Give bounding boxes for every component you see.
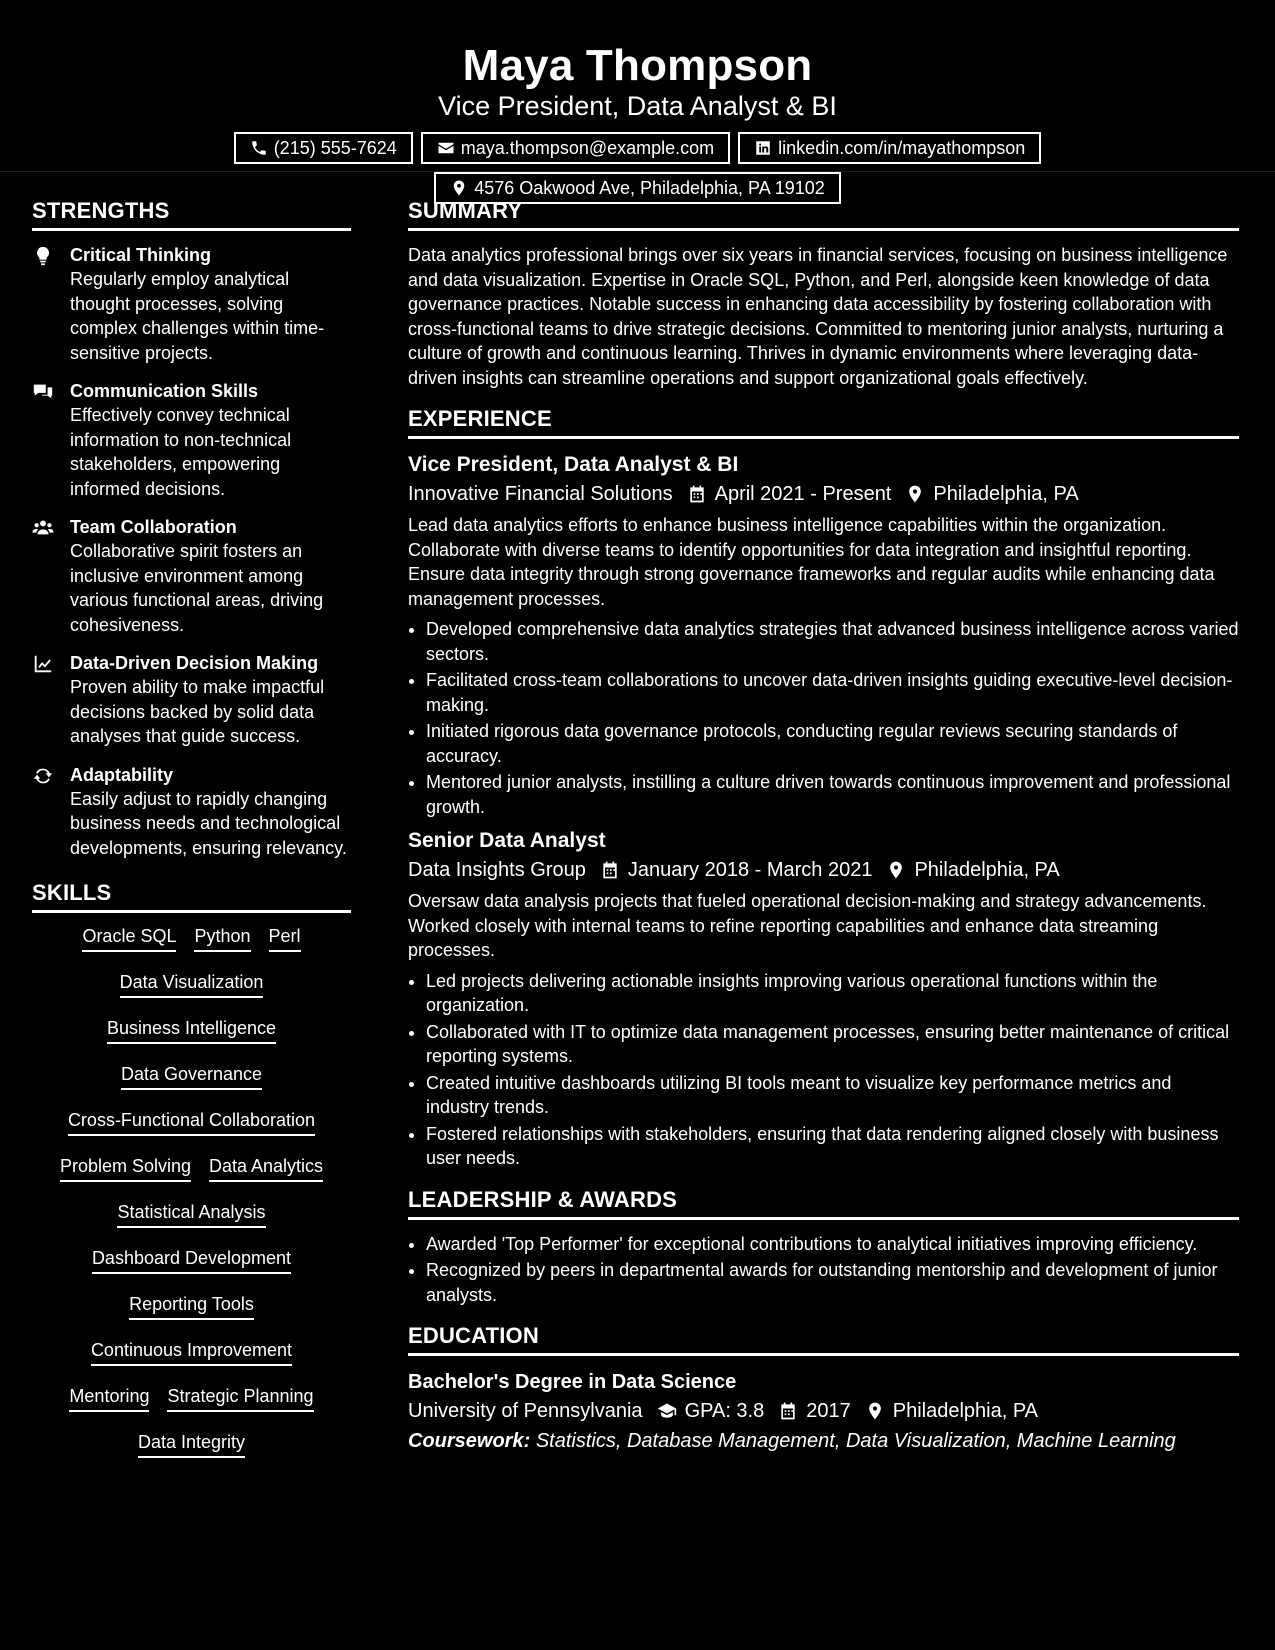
gpa-text: GPA: 3.8	[684, 1400, 765, 1422]
strength-desc: Easily adjust to rapidly changing business needs and technological developments, ensuring relevancy.	[70, 788, 347, 858]
job-bullet: • Created intuitive dashboards utilizing BI tools meant to visualize key performance metrics and industry trends.	[426, 1071, 1239, 1120]
strength-title: Communication Skills	[70, 381, 259, 401]
summary-text: Data analytics professional brings over six years in financial services, focusing on business intelligence and data visualization. Expertise in Oracle SQL, Python, and Perl, alongside keen knowledge of data governance practices. Notable success in enhancing data accessibility by fostering collaboration with cross-functional teams to drive strategic decisions. Committed to mentoring junior analysts, nurturing a culture of growth and continuous learning. Thrives in dynamic environments where leveraging data-driven insights can streamline operations and support organizational goals effectively.	[408, 245, 1228, 388]
phone-icon	[250, 139, 268, 157]
skill-row	[32, 1293, 351, 1320]
degree-title: Bachelor's Degree in Data Science	[408, 1371, 737, 1393]
strength-desc: Effectively convey technical information to non-technical stakeholders, empowering informed decisions.	[70, 405, 292, 499]
skill-tag: Data Analytics	[209, 1155, 323, 1182]
education-location: Philadelphia, PA	[892, 1400, 1039, 1422]
award-item: • Awarded 'Top Performer' for exceptional contributions to analytical initiatives improving efficiency.	[426, 1232, 1239, 1257]
coursework	[408, 1426, 1239, 1456]
skill-tag: Data Governance	[121, 1063, 262, 1090]
skill-tag: Python	[194, 925, 250, 952]
job-title: Senior Data Analyst	[408, 829, 606, 852]
skill-row	[32, 1339, 351, 1366]
skill-tag: Problem Solving	[60, 1155, 191, 1182]
skill-tag: Data Visualization	[120, 971, 264, 998]
users-icon	[32, 517, 54, 539]
linkedin-text: linkedin.com/in/mayathompson	[778, 138, 1026, 159]
map-marker-icon	[450, 179, 468, 197]
address-text: 4576 Oakwood Ave, Philadelphia, PA 19102	[474, 178, 825, 199]
coursework-label: Coursework:	[408, 1430, 531, 1452]
job-bullet: • Initiated rigorous data governance protocols, conducting regular reviews securing standards of accuracy.	[426, 719, 1239, 768]
skill-tag: Reporting Tools	[129, 1293, 254, 1320]
graduation-cap-icon	[657, 1401, 677, 1421]
job-bullets	[408, 969, 1239, 1171]
map-marker-icon	[905, 484, 925, 504]
strength-title: Adaptability	[70, 764, 174, 785]
summary-heading: SUMMARY	[408, 198, 1239, 231]
job-title: Vice President, Data Analyst & BI	[408, 453, 739, 476]
skill-tag: Oracle SQL	[82, 925, 176, 952]
skill-tag: Mentoring	[69, 1385, 149, 1412]
strength-title: Data-Driven Decision Making	[70, 653, 319, 673]
strength-item	[32, 651, 351, 749]
company-name: Data Insights Group	[408, 859, 586, 881]
strength-desc: Proven ability to make impactful decisions backed by solid data analyses that guide success.	[70, 677, 325, 746]
contact-row	[208, 132, 1068, 164]
job-bullets	[408, 617, 1239, 819]
skills-list	[32, 925, 351, 1458]
strength-title: Critical Thinking	[70, 245, 212, 265]
job-location: Philadelphia, PA	[933, 483, 1079, 505]
skill-row	[32, 1431, 351, 1458]
skill-row	[32, 1155, 351, 1182]
skill-row	[32, 1201, 351, 1228]
strength-item	[32, 243, 351, 365]
job-description: Oversaw data analysis projects that fueled operational decision-making and strategy advancements. Worked closely with internal teams to refine reporting capabilities and enhance data streaming processes.	[408, 891, 1207, 960]
job-entry	[408, 827, 1239, 1171]
skill-row	[32, 925, 351, 952]
job-bullet: • Developed comprehensive data analytics strategies that advanced business intelligence across varied sectors.	[426, 617, 1239, 666]
job-dates: January 2018 - March 2021	[627, 859, 873, 881]
company-name: Innovative Financial Solutions	[408, 483, 673, 505]
skill-row	[32, 1063, 351, 1090]
job-bullet: • Fostered relationships with stakeholders, ensuring that data rendering aligned closely with business user needs.	[426, 1122, 1239, 1171]
skill-row	[32, 1109, 351, 1136]
strengths-heading: STRENGTHS	[32, 198, 351, 231]
calendar-icon	[778, 1401, 798, 1421]
left-column	[32, 198, 351, 1477]
skill-row	[32, 1247, 351, 1274]
candidate-title: Vice President, Data Analyst & BI	[438, 91, 837, 122]
skill-tag: Business Intelligence	[107, 1017, 276, 1044]
job-location: Philadelphia, PA	[914, 859, 1060, 881]
strength-desc: Collaborative spirit fosters an inclusive environment among various functional areas, driving cohesiveness.	[70, 541, 324, 635]
awards-heading: LEADERSHIP & AWARDS	[408, 1187, 1239, 1220]
linkedin-icon	[754, 139, 772, 157]
awards-list	[408, 1232, 1239, 1308]
job-entry	[408, 451, 1239, 819]
sync-icon	[32, 765, 54, 787]
job-description: Lead data analytics efforts to enhance business intelligence capabilities within the organization. Collaborate with diverse teams to identify opportunities for data integration and insightful reporting. Ensure data integrity through strong governance frameworks and regular audits while enhancing data management processes.	[408, 515, 1215, 609]
phone-chip[interactable]	[234, 132, 413, 164]
education-heading: EDUCATION	[408, 1323, 1239, 1356]
candidate-name: Maya Thompson	[462, 41, 813, 90]
right-column	[408, 198, 1239, 1456]
envelope-icon	[437, 139, 455, 157]
skill-row	[32, 1385, 351, 1412]
skill-tag: Dashboard Development	[92, 1247, 291, 1274]
skill-tag: Continuous Improvement	[91, 1339, 292, 1366]
skill-row	[32, 1017, 351, 1044]
strengths-list	[32, 243, 351, 860]
skill-tag: Statistical Analysis	[117, 1201, 265, 1228]
map-marker-icon	[886, 860, 906, 880]
linkedin-chip[interactable]	[738, 132, 1041, 164]
skill-tag: Cross-Functional Collaboration	[68, 1109, 315, 1136]
job-bullet: • Mentored junior analysts, instilling a culture driven towards continuous improvement and professional growth.	[426, 770, 1239, 819]
strength-item	[32, 763, 351, 861]
skills-heading: SKILLS	[32, 880, 351, 913]
skill-row	[32, 971, 351, 998]
calendar-icon	[687, 484, 707, 504]
skill-tag: Data Integrity	[138, 1431, 245, 1458]
job-bullet: • Collaborated with IT to optimize data management processes, ensuring better maintenance of critical reporting systems.	[426, 1020, 1239, 1069]
email-text: maya.thompson@example.com	[460, 138, 715, 159]
skill-tag: Perl	[269, 925, 301, 952]
comments-icon	[32, 381, 54, 403]
award-item: • Recognized by peers in departmental awards for outstanding mentorship and development of junior analysts.	[426, 1258, 1239, 1307]
job-dates: April 2021 - Present	[714, 483, 892, 505]
lightbulb-icon	[32, 245, 54, 267]
strength-title: Team Collaboration	[70, 517, 237, 537]
phone-text: (215) 555-7624	[273, 138, 397, 159]
strength-desc: Regularly employ analytical thought processes, solving complex challenges within time-sensitive projects.	[70, 269, 325, 363]
job-bullet: • Led projects delivering actionable insights improving various operational functions within the organization.	[426, 969, 1239, 1018]
chart-line-icon	[32, 653, 54, 675]
resume-header	[0, 0, 1275, 199]
calendar-icon	[600, 860, 620, 880]
experience-list	[408, 451, 1239, 1171]
skill-tag: Strategic Planning	[167, 1385, 313, 1412]
email-chip[interactable]	[421, 132, 730, 164]
job-meta	[408, 855, 1239, 885]
coursework-text: Statistics, Database Management, Data Visualization, Machine Learning	[535, 1430, 1176, 1452]
experience-heading: EXPERIENCE	[408, 406, 1239, 439]
job-meta	[408, 479, 1239, 509]
map-marker-icon	[865, 1401, 885, 1421]
job-bullet: • Facilitated cross-team collaborations to uncover data-driven insights guiding executive-level decision-making.	[426, 668, 1239, 717]
education-meta	[408, 1396, 1239, 1426]
graduation-year: 2017	[806, 1400, 851, 1422]
strength-item	[32, 379, 351, 501]
strength-item	[32, 515, 351, 637]
school-name: University of Pennsylvania	[408, 1400, 643, 1422]
